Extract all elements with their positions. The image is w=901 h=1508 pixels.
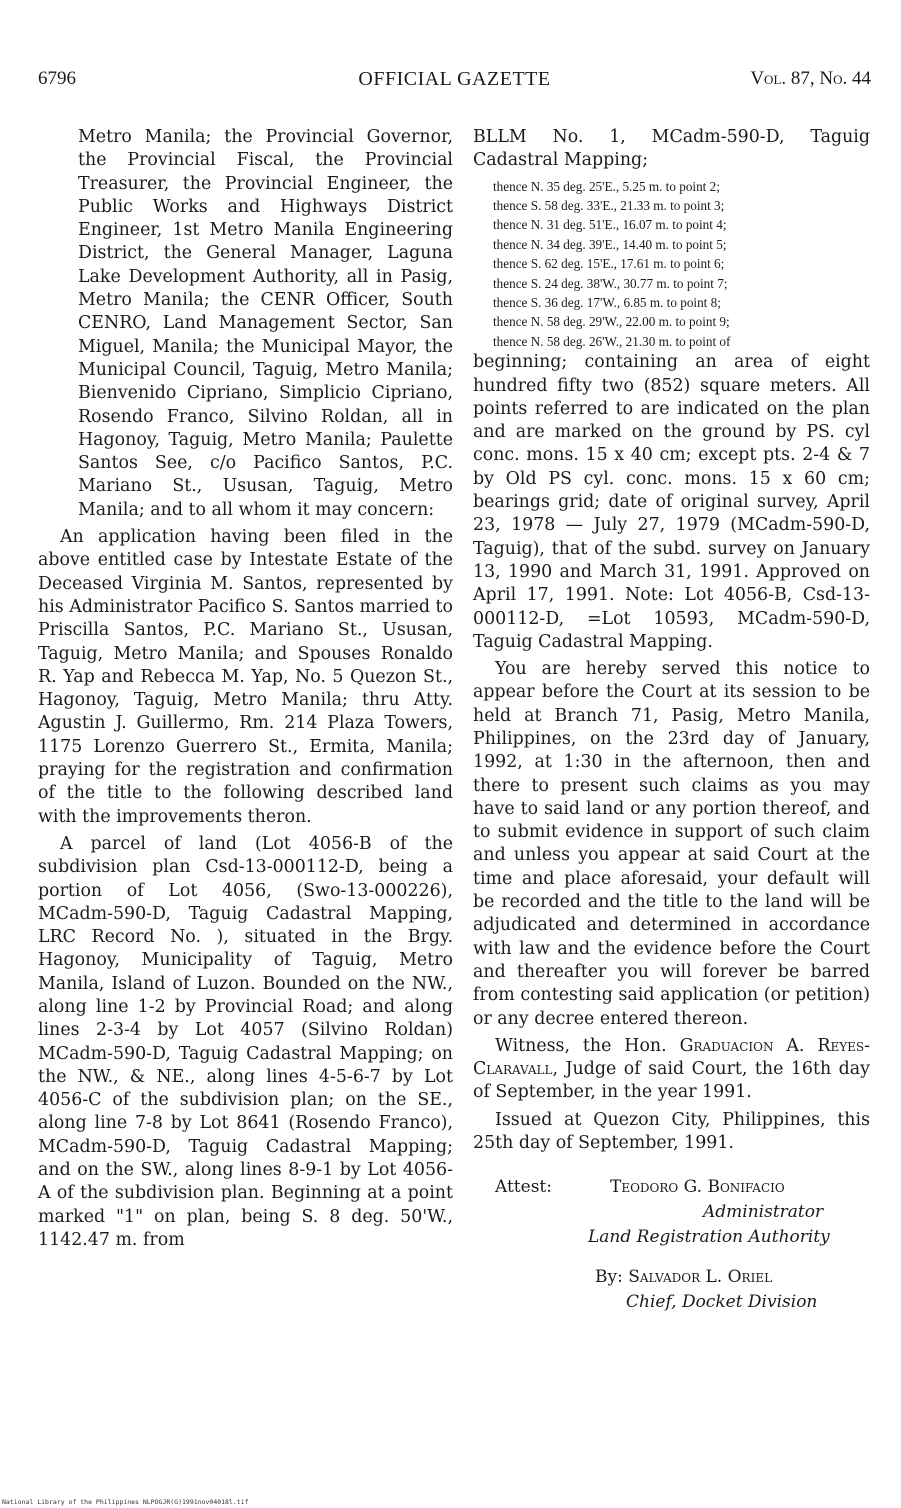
publication-title: OFFICIAL GAZETTE — [358, 68, 551, 90]
issued-paragraph: Issued at Quezon City, Philippines, this 25th day of September, 1991. — [473, 1109, 870, 1154]
bearing-line: thence N. 34 deg. 39'E., 14.40 m. to point 5; — [493, 236, 727, 252]
judge-name: Graduacion A. Reyes-Claravall — [473, 1035, 871, 1080]
by-line — [595, 1265, 772, 1290]
bearings-list — [473, 177, 870, 352]
addressees-paragraph: Metro Manila; the Provincial Governor, the Provincial Fiscal, the Provincial Treasurer, the Provincial Engineer, the Public Works and Highways District Engineer, 1st Metro Manila Engineering District, the General Manager, Laguna Lake Development Authority, all in Pasig, Metro Manila; the CENR Officer, South CENRO, Land Management Sector, San Miguel, Manila; the Municipal Mayor, the Municipal Council, Taguig, Metro Manila; Bienvenido Cipriano, Simplicio Cipriano, Rosendo Franco, Silvino Roldan, all in Hagonoy, Taguig, Metro Manila; Paulette Santos See, c/o Pacifico Santos, P.C. Mariano St., Ususan, Taguig, Metro Manila; and to all whom it may concern: — [78, 127, 453, 520]
page-number: 6796 — [38, 68, 76, 89]
bearing-line: thence N. 31 deg. 51'E., 16.07 m. to point 4; — [493, 217, 727, 233]
bearing-line: thence S. 62 deg. 15'E., 17.61 m. to point 6; — [493, 256, 725, 272]
attest-name: Teodoro G. Bonifacio — [610, 1177, 785, 1198]
opening-line: BLLM No. 1, MCadm-590-D, Taguig Cadastral Mapping; — [473, 127, 870, 171]
application-paragraph: An application having been filed in the above entitled case by Intestate Estate of the Deceased Virginia M. Santos, represented by his Administrator Pacifico S. Santos married to Priscilla Santos, P.C. Mariano St., Ususan, Taguig, Metro Manila; and Spouses Ronaldo R. Yap and Rebecca M. Yap, No. 5 Quezon St., Hagonoy, Taguig, Metro Manila; thru Atty. Agustin J. Guillermo, Rm. 214 Plaza Towers, 1175 Lorenzo Guerrero St., Ermita, Manila; praying for the registration and confirmation of the title to the following described land with the improvements theron. — [38, 527, 453, 827]
by-name: Salvador L. Oriel — [628, 1267, 773, 1288]
bearing-line: thence S. 24 deg. 38'W., 30.77 m. to point 7; — [493, 275, 728, 291]
scan-footer: National Library of the Philippines NLPOGJR(G)1991nov04018l.tif — [2, 1498, 249, 1506]
page-header — [38, 68, 871, 94]
attest-title: Administrator — [703, 1202, 824, 1223]
by-title: Chief, Docket Division — [626, 1292, 818, 1313]
notice-paragraph: You are hereby served this notice to appear before the Court at its session to be held at Branch 71, Pasig, Metro Manila, Philippines, on the 23rd day of January, 1992, at 1:30 in the afternoon, then and there to present such claims as you may have to said land or any portion thereof, and to submit evidence in support of such claim and unless you appear at said Court at the time and place aforesaid, your default will be recorded and the title to the land will be adjudicated and determined in accordance with law and the evidence before the Court and thereafter you will forever be barred from contesting said application (or petition) or any decree entered thereon. — [473, 659, 870, 1029]
attest-label: Attest: — [495, 1177, 552, 1198]
right-column — [473, 126, 870, 1315]
bearing-line: thence N. 35 deg. 25'E., 5.25 m. to point 2; — [493, 178, 720, 194]
bearing-line: thence N. 58 deg. 26'W., 21.30 m. to point of — [493, 333, 731, 349]
by-label: By: — [595, 1267, 623, 1288]
bearing-line: thence S. 36 deg. 17'W., 6.85 m. to point 8; — [493, 295, 721, 311]
left-column — [38, 126, 453, 1256]
witness-prefix: Witness, the Hon. — [495, 1035, 667, 1056]
signature-block — [473, 1175, 870, 1315]
area-description-paragraph: beginning; containing an area of eight hundred fifty two (852) square meters. All points referred to are indicated on the plan and are marked on the ground by PS. cyl conc. mons. 15 x 40 cm; except pts. 2-4 & 7 by Old PS cyl. conc. mons. 15 x 60 cm; bearings grid; date of original survey, April 23, 1978 — July 27, 1979 (MCadm-590-D, Taguig), that of the subd. survey on January 13, 1990 and March 31, 1991. Approved on April 17, 1991. Note: Lot 4056-B, Csd-13-000112-D, =Lot 10593, MCadm-590-D, Taguig Cadastral Mapping. — [473, 352, 870, 652]
attest-organization: Land Registration Authority — [588, 1227, 830, 1248]
parcel-description-paragraph: A parcel of land (Lot 4056-B of the subdivision plan Csd-13-000112-D, being a portion of Lot 4056, (Swo-13-000226), MCadm-590-D, Taguig Cadastral Mapping, LRC Record No. ), situated in the Brgy. Hagonoy, Municipality of Taguig, Metro Manila, Island of Luzon. Bounded on the NW., along line 1-2 by Provincial Road; and along lines 2-3-4 by Lot 4057 (Silvino Roldan) MCadm-590-D, Taguig Cadastral Mapping; on the NW., & NE., along lines 4-5-6-7 by Lot 4056-C of the subdivision plan; on the SE., along line 7-8 by Lot 8641 (Rosendo Franco), MCadm-590-D, Taguig Cadastral Mapping; and on the SW., along lines 8-9-1 by Lot 4056-A of the subdivision plan. Beginning at a point marked "1" on plan, being S. 8 deg. 50'W., 1142.47 m. from — [38, 833, 453, 1250]
bearing-line: thence S. 58 deg. 33'E., 21.33 m. to point 3; — [493, 198, 725, 213]
bearing-line: thence N. 58 deg. 29'W., 22.00 m. to point 9; — [493, 314, 730, 330]
witness-suffix: , Judge of said Court, the 16th day of September, in the year 1991. — [473, 1059, 870, 1103]
volume-number: Vol. 87, No. 44 — [750, 68, 871, 89]
witness-paragraph — [473, 1035, 870, 1105]
